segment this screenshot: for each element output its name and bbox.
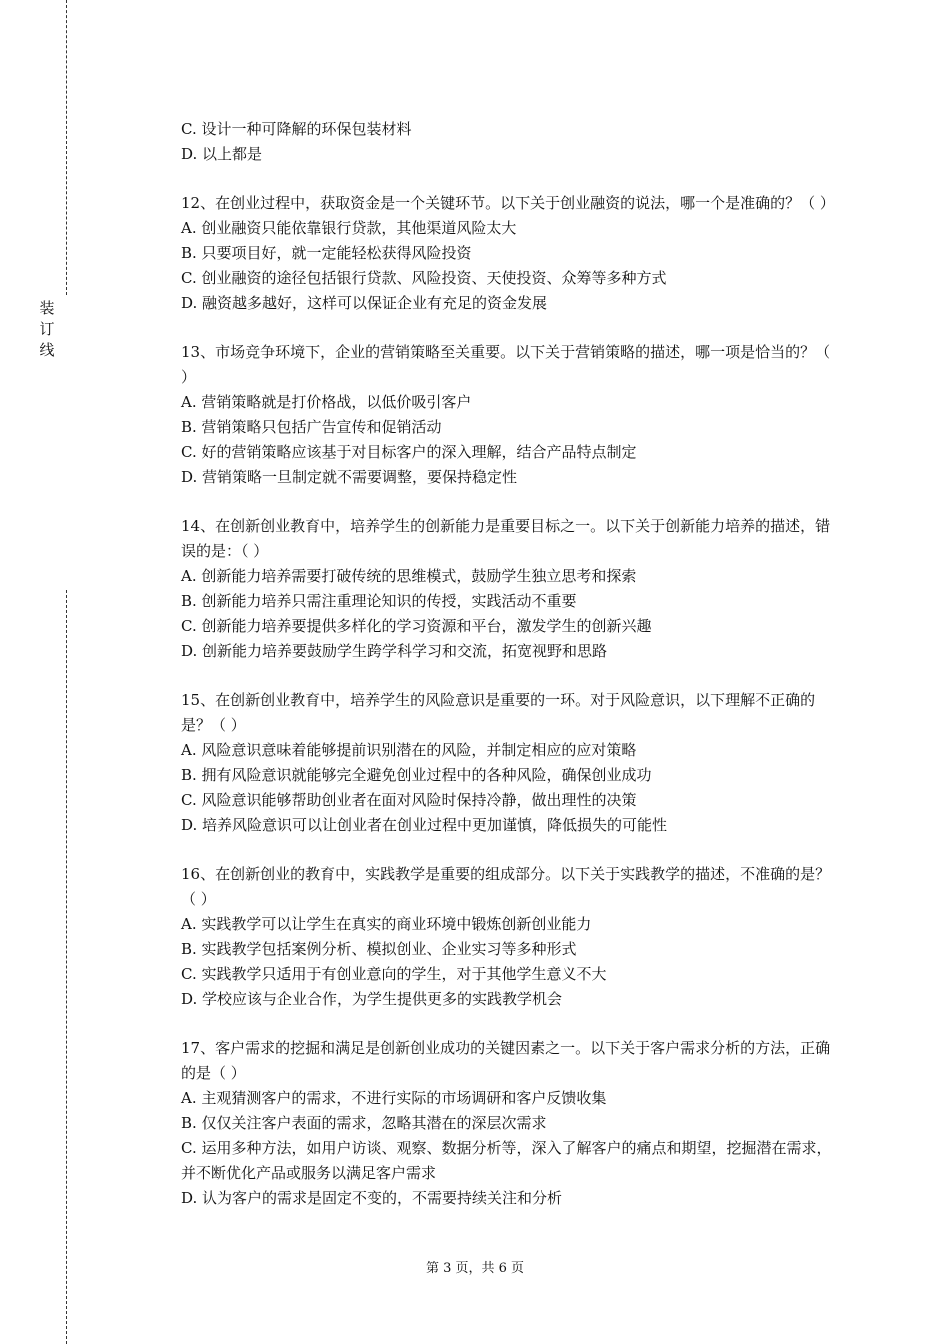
option-a: A. 实践教学可以让学生在真实的商业环境中锻炼创新创业能力 <box>181 915 592 933</box>
option-a: A. 营销策略就是打价格战，以低价吸引客户 <box>181 393 472 411</box>
question-14 <box>181 514 841 664</box>
option-a: A. 创新能力培养需要打破传统的思维模式，鼓励学生独立思考和探索 <box>181 567 637 585</box>
option-b: B. 创新能力培养只需注重理论知识的传授，实践活动不重要 <box>181 592 577 610</box>
option-a: A. 风险意识意味着能够提前识别潜在的风险，并制定相应的应对策略 <box>181 741 637 759</box>
option-c: C. 实践教学只适用于有创业意向的学生，对于其他学生意义不大 <box>181 965 607 983</box>
question-17 <box>181 1036 841 1211</box>
option-line: D. 以上都是 <box>181 145 263 163</box>
option-c: C. 创业融资的途径包括银行贷款、风险投资、天使投资、众筹等多种方式 <box>181 269 667 287</box>
binding-label <box>38 298 56 361</box>
option-b: B. 拥有风险意识就能够完全避免创业过程中的各种风险，确保创业成功 <box>181 766 652 784</box>
option-d: D. 学校应该与企业合作，为学生提供更多的实践教学机会 <box>181 990 563 1008</box>
option-d: D. 培养风险意识可以让创业者在创业过程中更加谨慎，降低损失的可能性 <box>181 816 668 834</box>
option-b: B. 实践教学包括案例分析、模拟创业、企业实习等多种形式 <box>181 940 577 958</box>
binding-label-char: 装 <box>39 299 55 317</box>
question-12 <box>181 191 841 316</box>
question-15 <box>181 688 841 838</box>
question-stem: 13、市场竞争环境下，企业的营销策略至关重要。以下关于营销策略的描述，哪一项是恰当的？（ ） <box>181 343 831 386</box>
option-a: A. 创业融资只能依靠银行贷款，其他渠道风险太大 <box>181 219 517 237</box>
option-d: D. 认为客户的需求是固定不变的，不需要持续关注和分析 <box>181 1189 563 1207</box>
binding-dashed-line-top <box>66 0 67 295</box>
previous-question-continuation <box>181 117 841 167</box>
exam-content <box>181 117 841 1211</box>
question-13 <box>181 340 841 490</box>
option-d: D. 创新能力培养要鼓励学生跨学科学习和交流，拓宽视野和思路 <box>181 642 608 660</box>
binding-label-char: 线 <box>39 341 55 359</box>
option-c: C. 创新能力培养要提供多样化的学习资源和平台，激发学生的创新兴趣 <box>181 617 652 635</box>
option-d: D. 融资越多越好，这样可以保证企业有充足的资金发展 <box>181 294 548 312</box>
option-c: C. 运用多种方法，如用户访谈、观察、数据分析等，深入了解客户的痛点和期望，挖掘潜在需求，并不断优化产品或服务以满足客户需求 <box>181 1139 832 1182</box>
page-number: 第 3 页，共 6 页 <box>425 1261 525 1276</box>
binding-dashed-line-bottom <box>66 590 67 1344</box>
option-b: B. 仅仅关注客户表面的需求，忽略其潜在的深层次需求 <box>181 1114 547 1132</box>
binding-label-char: 订 <box>39 320 55 338</box>
option-c: C. 好的营销策略应该基于对目标客户的深入理解，结合产品特点制定 <box>181 443 637 461</box>
option-b: B. 只要项目好，就一定能轻松获得风险投资 <box>181 244 472 262</box>
question-stem: 16、在创新创业的教育中，实践教学是重要的组成部分。以下关于实践教学的描述，不准确的是？（ ） <box>181 865 831 908</box>
option-b: B. 营销策略只包括广告宣传和促销活动 <box>181 418 442 436</box>
option-line: C. 设计一种可降解的环保包装材料 <box>181 120 412 138</box>
question-stem: 17、客户需求的挖掘和满足是创新创业成功的关键因素之一。以下关于客户需求分析的方法，正确的是（ ） <box>181 1039 831 1082</box>
option-c: C. 风险意识能够帮助创业者在面对风险时保持冷静，做出理性的决策 <box>181 791 637 809</box>
question-stem: 14、在创新创业教育中，培养学生的创新能力是重要目标之一。以下关于创新能力培养的描述，错误的是：（ ） <box>181 517 831 560</box>
option-a: A. 主观猜测客户的需求，不进行实际的市场调研和客户反馈收集 <box>181 1089 607 1107</box>
question-stem: 15、在创新创业教育中，培养学生的风险意识是重要的一环。对于风险意识，以下理解不正确的是？（ ） <box>181 691 816 734</box>
question-stem: 12、在创业过程中，获取资金是一个关键环节。以下关于创业融资的说法，哪一个是准确的？（ ） <box>181 194 835 212</box>
option-d: D. 营销策略一旦制定就不需要调整，要保持稳定性 <box>181 468 518 486</box>
question-16 <box>181 862 841 1012</box>
